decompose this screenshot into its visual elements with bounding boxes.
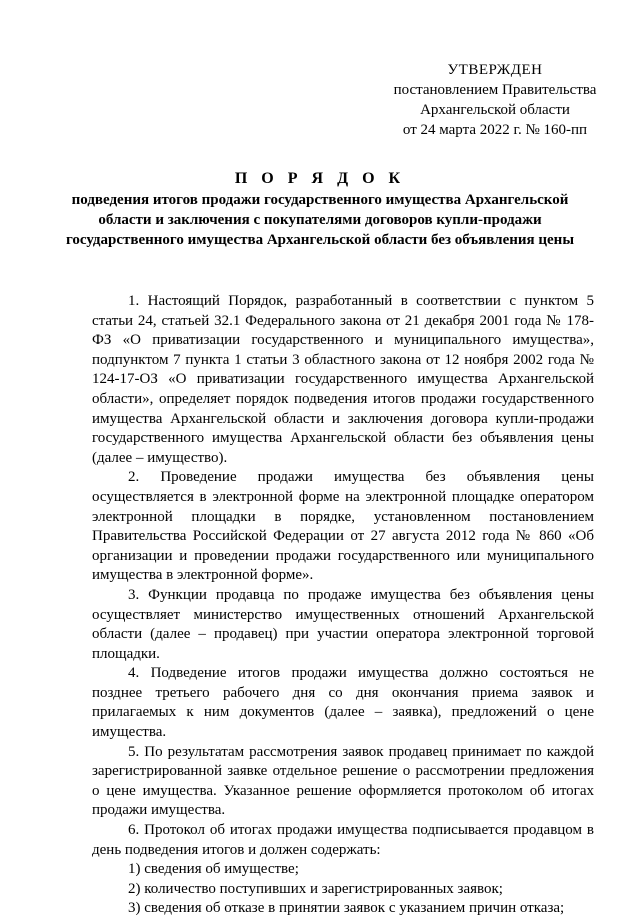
list-item-3: 3) сведения об отказе в принятии заявок с указанием причин отказа;: [128, 900, 565, 917]
document-title: [60, 168, 580, 250]
approval-line-3: от 24 марта 2022 г. № 160-пп: [402, 122, 588, 138]
approval-stamp-block: [360, 60, 630, 140]
paragraph-2: 2. Проведение продажи имущества без объявления цены осуществляется в электронной форме на электронной площадке оператором электронной площадки в порядке, установленном постановлением Правительства Российской Федерации от 27 августа 2012 года № 860 «Об организации и проведении продажи государственного или муниципального имущества в электронной форме».: [92, 469, 594, 584]
paragraph-1: 1. Настоящий Порядок, разработанный в соответствии с пунктом 5 статьи 24, статьей 32.1 Федерального закона от 21 декабря 2001 года № 178-ФЗ «О приватизации государственного и муниципального имущества», подпунктом 7 пункта 1 статьи 3 областного закона от 12 ноября 2002 года № 124-17-ОЗ «О приватизации государственного имущества Архангельской области», определяет порядок подведения итогов продажи государственного имущества Архангельской области и заключения договора купли-продажи государственного имущества Архангельской области без объявления цены (далее – имущество).: [92, 293, 594, 466]
title-main: П О Р Я Д О К: [234, 170, 406, 187]
list-item-2: 2) количество поступивших и зарегистрированных заявок;: [128, 880, 503, 897]
paragraph-6: 6. Протокол об итогах продажи имущества подписывается продавцом в день подведения итогов и должен содержать:: [92, 822, 594, 858]
paragraph-3: 3. Функции продавца по продаже имущества без объявления цены осуществляет министерство имущественных отношений Архангельской области (далее – продавец) при участии оператора электронной торговой площадки.: [92, 586, 594, 662]
approval-heading: УТВЕРЖДЕН: [447, 62, 543, 78]
approval-line-2: Архангельской области: [420, 102, 570, 118]
paragraph-5: 5. По результатам рассмотрения заявок продавец принимает по каждой зарегистрированной заявке отдельное решение о рассмотрении предложения о цене имущества. Указанное решение оформляется протоколом об итогах продажи имущества.: [92, 743, 594, 819]
paragraph-4: 4. Подведение итогов продажи имущества должно состояться не позднее третьего рабочего дня со дня окончания приема заявок и прилагаемых к ним документов (далее – заявка), предложений о цене имущества.: [92, 665, 594, 741]
list-item-1: 1) сведения об имуществе;: [128, 861, 299, 878]
title-subtitle: подведения итогов продажи государственного имущества Архангельской области и заключения с покупателями договоров купли-продажи государственного имущества Архангельской области без объявления цены: [65, 192, 575, 248]
document-body: [92, 292, 594, 919]
approval-line-1: постановлением Правительства: [393, 82, 597, 98]
